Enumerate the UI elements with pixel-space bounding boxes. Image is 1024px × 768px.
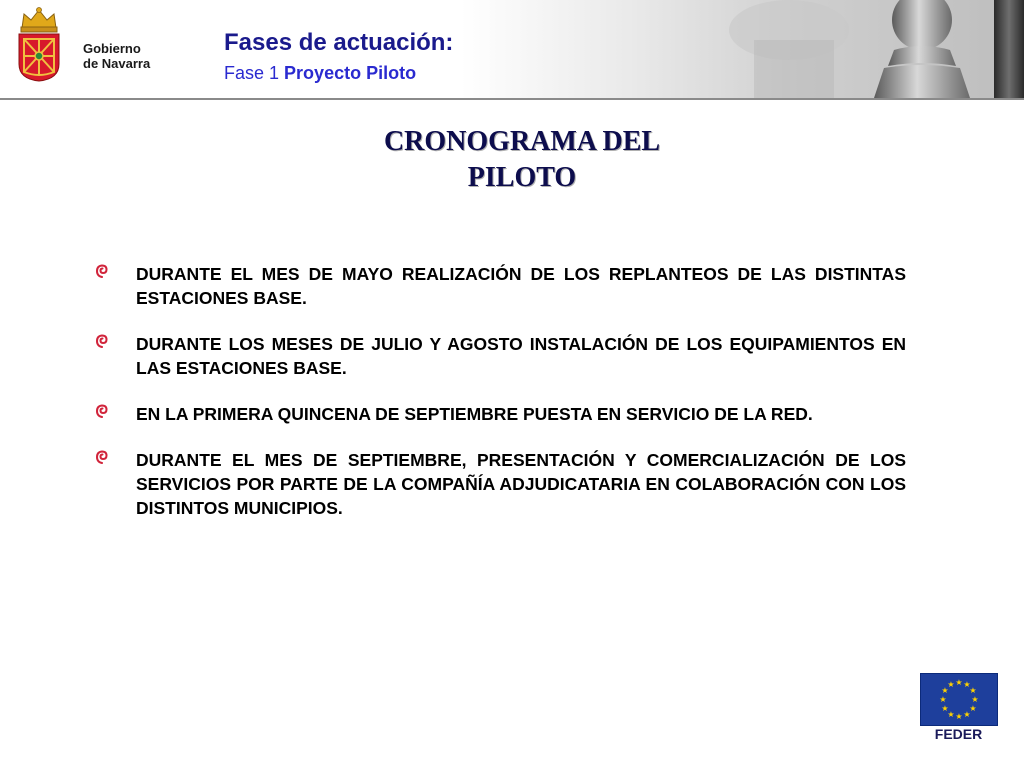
bullet-item	[96, 332, 906, 380]
bullet-item	[96, 402, 906, 426]
svg-text:★: ★	[955, 712, 963, 721]
bullet-text: DURANTE LOS MESES DE JULIO Y AGOSTO INSTALACIÓN DE LOS EQUIPAMIENTOS EN LAS ESTACIONES BASE.	[136, 334, 906, 378]
bullet-text: DURANTE EL MES DE SEPTIEMBRE, PRESENTACIÓN Y COMERCIALIZACIÓN DE LOS SERVICIOS POR PARTE DE LA COMPAÑÍA ADJUDICATARIA EN COLABORACIÓN CON LOS DISTINTOS MUNICIPIOS.	[136, 450, 906, 518]
main-title-line1: CRONOGRAMA DEL	[383, 126, 661, 157]
main-title-line2: PILOTO	[467, 162, 577, 193]
feder-logo	[920, 673, 997, 743]
eu-flag	[920, 673, 998, 726]
svg-text:★: ★	[971, 695, 979, 704]
svg-text:★: ★	[963, 680, 971, 689]
bullet-list	[96, 262, 906, 542]
swirl-bullet-icon	[96, 404, 108, 418]
bullet-text: EN LA PRIMERA QUINCENA DE SEPTIEMBRE PUESTA EN SERVICIO DE LA RED.	[136, 404, 813, 424]
svg-text:★: ★	[955, 678, 963, 687]
svg-text:★: ★	[969, 686, 977, 695]
chess-piece-image	[694, 0, 1024, 98]
svg-text:★: ★	[939, 695, 947, 704]
header-subtitle	[224, 63, 416, 84]
svg-text:★: ★	[969, 704, 977, 713]
bullet-item	[96, 448, 906, 520]
header-divider	[0, 98, 1024, 100]
svg-text:★: ★	[941, 704, 949, 713]
svg-text:★: ★	[947, 680, 955, 689]
bullet-text: DURANTE EL MES DE MAYO REALIZACIÓN DE LOS REPLANTEOS DE LAS DISTINTAS ESTACIONES BASE.	[136, 264, 906, 308]
swirl-bullet-icon	[96, 334, 108, 348]
header-title: Fases de actuación:	[224, 29, 454, 56]
svg-text:★: ★	[963, 710, 971, 719]
swirl-bullet-icon	[96, 264, 108, 278]
gobierno-navarra-logo	[16, 6, 166, 86]
bullet-item	[96, 262, 906, 310]
subtitle-emphasis: Proyecto Piloto	[284, 63, 417, 83]
svg-text:★: ★	[941, 686, 949, 695]
navarra-coat-of-arms-icon	[16, 6, 62, 82]
logo-text-line2: de Navarra	[83, 56, 151, 71]
logo-text-line1: Gobierno	[83, 41, 141, 56]
subtitle-prefix: Fase 1	[224, 63, 280, 83]
main-title	[312, 124, 732, 196]
swirl-bullet-icon	[96, 450, 108, 464]
svg-text:★: ★	[947, 710, 955, 719]
logo-text	[83, 41, 150, 71]
eu-stars-icon	[921, 674, 997, 725]
feder-label: FEDER	[934, 726, 983, 742]
